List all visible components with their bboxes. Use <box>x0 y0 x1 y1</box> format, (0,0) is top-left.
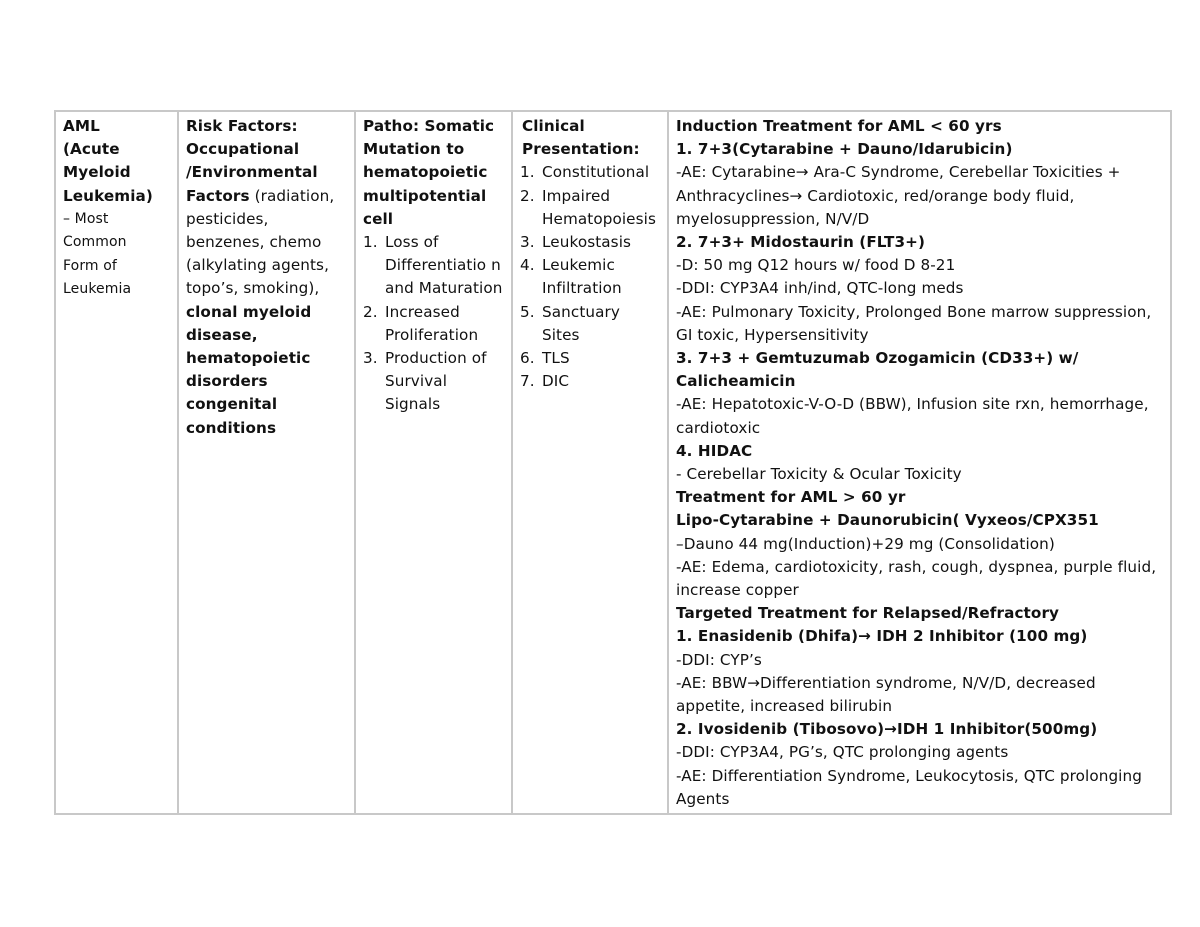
clinical-heading: Clinical Presentation: <box>522 117 640 159</box>
list-number: 1. <box>520 163 535 182</box>
disease-desc-line: Form of <box>63 257 117 274</box>
aml-table <box>54 110 1172 815</box>
treatment-line: -AE: Pulmonary Toxicity, Prolonged Bone marrow suppression, GI toxic, Hypersensitivity <box>676 302 1152 344</box>
disease-title-line: (Acute <box>63 140 120 159</box>
list-number: 1. <box>363 233 378 252</box>
disease-desc-line: – Most <box>63 210 109 227</box>
treatment-cell <box>668 111 1171 814</box>
list-item <box>363 231 505 301</box>
list-number: 3. <box>520 233 535 252</box>
treatment-line: 3. 7+3 + Gemtuzumab Ozogamicin (CD33+) w/ Calicheamicin <box>676 349 1079 391</box>
risk-factor-item: hematopoietic disorders <box>186 349 311 391</box>
list-item <box>520 301 661 347</box>
treatment-line: -D: 50 mg Q12 hours w/ food D 8-21 <box>676 256 956 275</box>
treatment-line: Treatment for AML > 60 yr <box>676 488 906 507</box>
disease-cell <box>55 111 178 814</box>
list-number: 5. <box>520 302 535 321</box>
list-text: Leukostasis <box>542 233 632 252</box>
list-number: 6. <box>520 349 535 368</box>
treatment-lines <box>676 115 1164 811</box>
list-item <box>363 301 505 347</box>
treatment-line: –Dauno 44 mg(Induction)+29 mg (Consolidation) <box>676 534 1055 553</box>
table-row <box>55 111 1171 814</box>
treatment-line: -AE: Edema, cardiotoxicity, rash, cough, dyspnea, purple fluid, increase copper <box>676 557 1157 600</box>
list-text: Constitutional <box>542 163 650 182</box>
treatment-line: 2. 7+3+ Midostaurin (FLT3+) <box>676 233 926 252</box>
list-number: 2. <box>520 186 535 205</box>
patho-cell <box>355 111 512 814</box>
list-text: Increased Proliferation <box>385 302 479 344</box>
treatment-line: -AE: Differentiation Syndrome, Leukocytosis, QTC prolonging Agents <box>676 766 1142 808</box>
disease-title-line: Myeloid <box>63 163 131 182</box>
list-text: Impaired Hematopoiesis <box>542 186 656 228</box>
treatment-line: 2. Ivosidenib (Tibosovo)→IDH 1 Inhibitor(500mg) <box>676 720 1098 739</box>
list-text: Loss of Differentiatio n and Maturation <box>385 233 503 298</box>
list-number: 3. <box>363 349 378 368</box>
treatment-line: -AE: Hepatotoxic-V-O-D (BBW), Infusion site rxn, hemorrhage, cardiotoxic <box>676 395 1149 437</box>
occupational-factors-detail: (radiation, pesticides, benzenes, chemo (alkylating agents, topo’s, smoking), <box>186 186 335 298</box>
disease-title-line: AML <box>63 117 100 135</box>
treatment-line: -DDI: CYP’s <box>676 650 762 669</box>
treatment-line: Induction Treatment for AML < 60 yrs <box>676 117 1002 135</box>
clinical-presentation-cell <box>512 111 668 814</box>
occupational-factors <box>186 138 348 300</box>
list-text: TLS <box>542 349 570 368</box>
risk-factor-item: congenital conditions <box>186 395 278 437</box>
list-item <box>520 254 661 300</box>
list-item <box>520 347 661 370</box>
risk-factors-cell <box>178 111 355 814</box>
disease-desc-line: Leukemia <box>63 281 132 298</box>
risk-factor-item: clonal myeloid disease, <box>186 302 312 344</box>
treatment-line: 1. Enasidenib (Dhifa)→ IDH 2 Inhibitor (100 mg) <box>676 627 1088 646</box>
disease-desc-line: Common <box>63 234 127 251</box>
clinical-list <box>520 161 661 393</box>
list-item <box>520 370 661 393</box>
treatment-line: - Cerebellar Toxicity & Ocular Toxicity <box>676 465 962 484</box>
treatment-line: -DDI: CYP3A4, PG’s, QTC prolonging agents <box>676 743 1009 762</box>
list-text: DIC <box>542 372 570 391</box>
occupational-factors-label: Occupational /Environmental Factors <box>186 140 318 205</box>
treatment-line: Targeted Treatment for Relapsed/Refractory <box>676 604 1060 623</box>
list-number: 4. <box>520 256 535 275</box>
list-number: 7. <box>520 372 535 391</box>
treatment-line: 4. HIDAC <box>676 441 753 460</box>
treatment-line: -AE: Cytarabine→ Ara-C Syndrome, Cerebellar Toxicities + Anthracyclines→ Cardiotoxic, red/orange body fluid, myelosuppression, N/V/D <box>676 163 1121 228</box>
patho-list <box>363 231 505 417</box>
list-text: Leukemic Infiltration <box>542 256 622 298</box>
list-number: 2. <box>363 302 378 321</box>
treatment-line: -AE: BBW→Differentiation syndrome, N/V/D, decreased appetite, increased bilirubin <box>676 673 1096 716</box>
disease-title-line: Leukemia) <box>63 186 153 205</box>
patho-heading: Patho: Somatic Mutation to hematopoietic multipotential cell <box>363 117 495 228</box>
treatment-line: Lipo-Cytarabine + Daunorubicin( Vyxeos/CPX351 <box>676 511 1099 530</box>
list-item <box>363 347 505 417</box>
list-item <box>520 161 661 184</box>
list-text: Sanctuary Sites <box>542 302 620 344</box>
risk-factors-heading: Risk Factors: <box>186 117 298 135</box>
list-item <box>520 231 661 254</box>
list-text: Production of Survival Signals <box>385 349 487 414</box>
treatment-line: -DDI: CYP3A4 inh/ind, QTC-long meds <box>676 279 964 298</box>
list-item <box>520 185 661 231</box>
treatment-line: 1. 7+3(Cytarabine + Dauno/Idarubicin) <box>676 140 1013 159</box>
